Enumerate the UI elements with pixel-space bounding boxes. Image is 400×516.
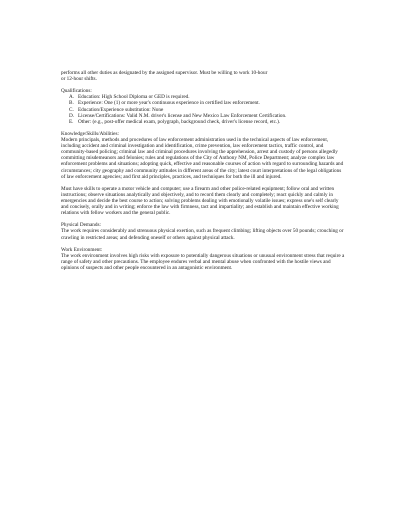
qualification-text: Experience: One (1) or more year's continuous experience in certified law enforcement.	[78, 100, 260, 107]
qualification-letter: A.	[69, 94, 75, 101]
work-environment-section	[61, 247, 346, 271]
qualification-text: Education: High School Diploma or GED is required.	[78, 94, 190, 101]
qualification-letter: E.	[69, 118, 74, 125]
physical-demands-heading: Physical Demands:	[61, 222, 101, 229]
qualification-letter: C.	[69, 106, 74, 113]
qualification-text: Education/Experience substitution: None	[78, 106, 164, 113]
physical-demands-text: The work requires considerably and strenuous physical exertion, such as frequent climbing; lifting objects over 50 pounds; crouching or crawling in restricted areas; and defending oneself or others against physical attack.	[61, 228, 344, 241]
intro-line-1: performs all other duties as designated by the assigned supervisor. Must be willing to work 10-hour	[61, 70, 268, 76]
work-environment-text: The work environment involves high risks with exposure to potentially dangerous situations or unusual environment stress that require a range of safety and other precautions. The employee endures verbal and mental abuse when confronted with the hostile views and opinions of suspects and other people encountered in an antagonistic environment.	[61, 252, 345, 271]
skills-text: Must have skills to operate a motor vehicle and computer; use a firearm and other police-related equipment; follow oral and written instructions; observe situations analytically and objectively, and to record them clearly and completely; react quickly and calmly in emergencies and decide the best course to action; solving problems dealing with emotionally volatile issues; express one's self clearly and concisely, orally and in writing; enforce the law with firmness, tact and impartiality; and establish and maintain effective working relations with fellow workers and the general public.	[61, 185, 339, 217]
intro-paragraph	[61, 70, 346, 82]
intro-line-2: or 12-hour shifts.	[61, 76, 97, 83]
qualifications-section	[61, 88, 346, 125]
page-content	[61, 70, 346, 277]
qualifications-heading: Qualifications:	[61, 88, 92, 95]
physical-demands-section	[61, 222, 346, 240]
qualification-text: Other: (e.g., post-offer medical exam, polygraph, background check, driver's license record, etc.).	[78, 118, 281, 125]
qualifications-list	[61, 94, 346, 124]
qualification-text: License/Certifications: Valid N.M. driver's license and New Mexico Law Enforcement Certification.	[78, 112, 287, 119]
knowledge-heading: Knowledge/Skills/Abilities:	[61, 130, 119, 137]
knowledge-section	[61, 131, 346, 180]
qualification-letter: D.	[69, 112, 75, 119]
qualification-letter: B.	[69, 100, 74, 107]
work-environment-heading: Work Environment:	[61, 246, 103, 253]
skills-section	[61, 186, 346, 216]
knowledge-text: Modern principals, methods and procedures of law enforcement administration used in the technical aspects of law enforcement, including accident and criminal investigation and identification, crime prevention, law enforcement tactics, traffic control, and community-based policing; criminal law and criminal procedures involving the apprehension, arrest and custody of persons allegedly committing misdemeanors and felonies; rules and regulations of the City of Anthony NM, Police Department; analyze complex law enforcement problems and situations; adopting quick, effective and reasonable courses of action with regard to surrounding hazards and circumstances; city geography and community attitudes in different areas of the city; latest court interpretations of the legal obligations of law enforcement agencies; and first aid principles, practices, and techniques for both the ill and injured.	[61, 137, 344, 180]
qualification-item-other	[61, 119, 346, 125]
